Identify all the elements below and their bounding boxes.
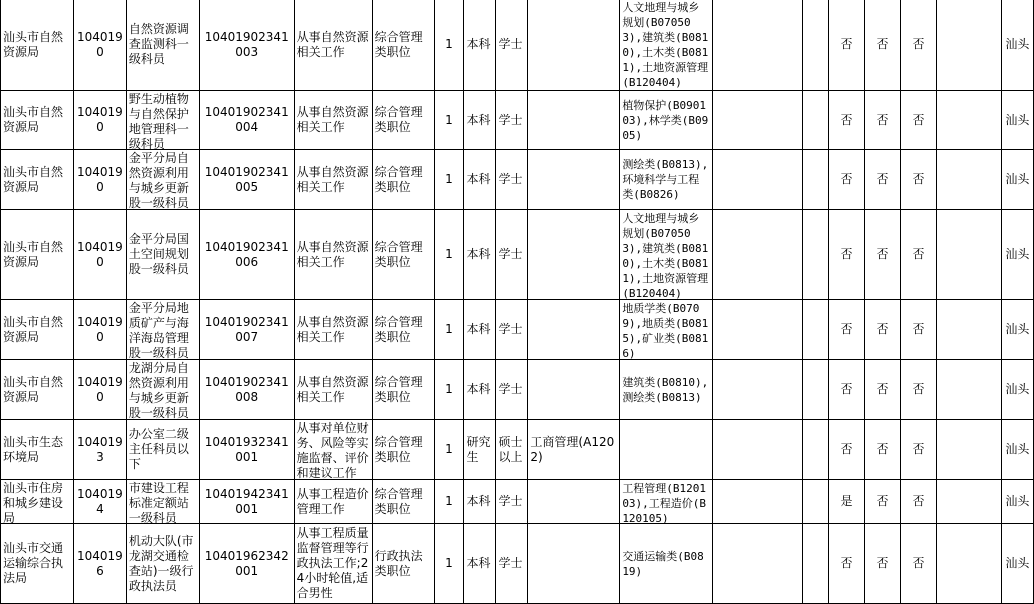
education-cell [464, 0, 496, 91]
location-text: 汕头 [1005, 37, 1030, 51]
extra-requirement-cell [803, 524, 829, 604]
position-category-cell [372, 480, 434, 524]
location-text: 汕头 [1005, 172, 1030, 186]
duties-cell [294, 480, 372, 524]
requirement-flag-cell [865, 210, 901, 300]
position-name-text: 自然资源调查监测科一级科员 [128, 22, 189, 66]
position-code-text: 10401902341006 [204, 239, 289, 269]
requirement-flag-cell [865, 150, 901, 210]
undergraduate-major-cell [620, 420, 713, 480]
graduate-major-cell [528, 210, 620, 300]
requirement-flag-cell [865, 480, 901, 524]
employer-code-cell [73, 300, 126, 360]
education-cell [464, 210, 496, 300]
position-name-cell [126, 210, 199, 300]
count-cell [434, 210, 464, 300]
requirement-flag-cell [829, 210, 865, 300]
duties-text: 从事对单位财务、风险等实施监督、评价和建议工作 [296, 420, 369, 479]
graduate-major-cell [528, 91, 620, 150]
education-cell [464, 524, 496, 604]
requirement-flag-text: 否 [876, 112, 889, 127]
remarks-cell [936, 210, 1001, 300]
extra-requirement-cell [713, 300, 803, 360]
degree-cell [496, 150, 528, 210]
requirement-flag-cell [829, 360, 865, 420]
employer-cell [1, 0, 74, 91]
location-cell [1001, 91, 1033, 150]
employer-cell [1, 480, 74, 524]
requirement-flag-text: 否 [912, 382, 925, 396]
duties-text: 从事自然资源相关工作 [296, 164, 369, 194]
degree-text: 学士 [498, 172, 523, 186]
position-code-cell [199, 150, 294, 210]
requirement-flag-text: 否 [876, 442, 889, 456]
requirement-flag-cell [901, 420, 937, 480]
remarks-cell [936, 524, 1001, 604]
education-text: 本科 [466, 172, 491, 186]
employer-code-cell [73, 210, 126, 300]
employer-text: 汕头市自然资源局 [3, 239, 64, 269]
requirement-flag-cell [901, 524, 937, 604]
requirement-flag-text: 否 [840, 556, 853, 570]
education-text: 本科 [466, 382, 491, 396]
location-cell [1001, 0, 1033, 91]
undergraduate-major-cell [620, 300, 713, 360]
education-cell [464, 150, 496, 210]
extra-requirement-cell [803, 91, 829, 150]
duties-cell [294, 300, 372, 360]
remarks-cell [936, 0, 1001, 91]
employer-cell [1, 210, 74, 300]
employer-code-cell [73, 524, 126, 604]
position-code-cell [199, 360, 294, 420]
requirement-flag-text: 否 [840, 37, 853, 51]
position-category-cell [372, 150, 434, 210]
employer-code-cell [73, 360, 126, 420]
position-name-text: 市建设工程标准定额站一级科员 [128, 480, 189, 523]
requirement-flag-text: 否 [912, 37, 925, 51]
location-cell [1001, 150, 1033, 210]
undergraduate-major-cell [620, 150, 713, 210]
duties-text: 从事自然资源相关工作 [296, 374, 369, 404]
employer-text: 汕头市自然资源局 [3, 314, 64, 344]
employer-code-cell [73, 420, 126, 480]
degree-text: 学士 [498, 494, 523, 508]
undergraduate-major-cell [620, 0, 713, 91]
position-category-cell [372, 91, 434, 150]
education-cell [464, 480, 496, 524]
requirement-flag-cell [865, 91, 901, 150]
remarks-cell [936, 480, 1001, 524]
position-code-cell [199, 524, 294, 604]
position-code-text: 10401962342001 [204, 548, 289, 578]
extra-requirement-cell [713, 360, 803, 420]
extra-requirement-cell [803, 360, 829, 420]
remarks-cell [936, 360, 1001, 420]
position-code-text: 10401902341004 [204, 105, 289, 134]
count-cell [434, 480, 464, 524]
requirement-flag-cell [865, 300, 901, 360]
extra-requirement-cell [713, 480, 803, 524]
extra-requirement-cell [803, 150, 829, 210]
employer-text: 汕头市生态环境局 [3, 434, 64, 464]
degree-text: 学士 [498, 112, 523, 127]
requirement-flag-text: 否 [912, 442, 925, 456]
requirement-flag-cell [829, 150, 865, 210]
graduate-major-cell [528, 524, 620, 604]
position-name-text: 金平分局自然资源利用与城乡更新股一级科员 [128, 150, 189, 209]
position-category-text: 综合管理类职位 [374, 374, 423, 404]
education-cell [464, 300, 496, 360]
duties-cell [294, 0, 372, 91]
table-row [1, 91, 1034, 150]
count-text: 1 [445, 494, 453, 508]
table-row [1, 0, 1034, 91]
position-name-text: 金平分局国土空间规划股一级科员 [128, 232, 189, 276]
education-text: 本科 [466, 37, 491, 51]
table-row [1, 300, 1034, 360]
location-text: 汕头 [1005, 556, 1030, 570]
position-category-text: 综合管理类职位 [374, 164, 423, 194]
location-text: 汕头 [1005, 494, 1030, 508]
position-category-cell [372, 0, 434, 91]
requirement-flag-text: 否 [912, 247, 925, 261]
remarks-cell [936, 300, 1001, 360]
table-row [1, 524, 1034, 604]
education-cell [464, 360, 496, 420]
degree-cell [496, 420, 528, 480]
graduate-major-cell [528, 480, 620, 524]
duties-cell [294, 210, 372, 300]
position-category-cell [372, 524, 434, 604]
position-category-text: 综合管理类职位 [374, 434, 423, 464]
position-name-cell [126, 150, 199, 210]
degree-text: 学士 [498, 247, 523, 261]
remarks-cell [936, 91, 1001, 150]
location-cell [1001, 480, 1033, 524]
employer-code-cell [73, 150, 126, 210]
undergraduate-major-text: 人文地理与城乡规划(B070503),建筑类(B0810),土木类(B0811),土地资源管理(B120404) [622, 211, 709, 299]
employer-code-cell [73, 0, 126, 91]
extra-requirement-cell [713, 91, 803, 150]
employer-code-text: 1040193 [76, 434, 123, 464]
extra-requirement-cell [803, 480, 829, 524]
requirement-flag-text: 否 [912, 172, 925, 186]
requirement-flag-cell [901, 360, 937, 420]
requirement-flag-text: 否 [912, 322, 925, 336]
employer-text: 汕头市自然资源局 [3, 374, 64, 404]
location-cell [1001, 524, 1033, 604]
duties-text: 从事自然资源相关工作 [296, 239, 369, 269]
employer-text: 汕头市住房和城乡建设局 [3, 480, 64, 523]
position-category-cell [372, 210, 434, 300]
requirement-flag-text: 否 [876, 494, 889, 508]
requirement-flag-cell [901, 480, 937, 524]
graduate-major-text: 工商管理(A1202) [530, 434, 615, 464]
employer-code-text: 1040190 [76, 164, 123, 194]
table-row [1, 150, 1034, 210]
degree-text: 硕士以上 [498, 434, 523, 464]
requirement-flag-cell [865, 420, 901, 480]
requirement-flag-cell [901, 300, 937, 360]
table-row [1, 360, 1034, 420]
duties-text: 从事自然资源相关工作 [296, 314, 369, 344]
graduate-major-cell [528, 0, 620, 91]
count-text: 1 [445, 556, 453, 570]
extra-requirement-cell [803, 210, 829, 300]
table-row [1, 210, 1034, 300]
requirement-flag-cell [865, 524, 901, 604]
employer-cell [1, 300, 74, 360]
duties-cell [294, 420, 372, 480]
extra-requirement-cell [803, 300, 829, 360]
education-text: 本科 [466, 112, 491, 127]
duties-cell [294, 524, 372, 604]
duties-text: 从事自然资源相关工作 [296, 105, 369, 134]
undergraduate-major-cell [620, 210, 713, 300]
position-name-cell [126, 360, 199, 420]
count-text: 1 [445, 247, 453, 261]
position-code-cell [199, 420, 294, 480]
position-name-text: 野生动植物与自然保护地管理科一级科员 [128, 91, 189, 149]
position-name-text: 金平分局地质矿产与海洋海岛管理股一级科员 [128, 300, 189, 359]
table-row [1, 480, 1034, 524]
education-text: 本科 [466, 556, 491, 570]
education-cell [464, 91, 496, 150]
position-category-text: 综合管理类职位 [374, 29, 423, 59]
extra-requirement-cell [713, 150, 803, 210]
employer-cell [1, 91, 74, 150]
position-name-cell [126, 91, 199, 150]
education-text: 本科 [466, 494, 491, 508]
position-category-text: 综合管理类职位 [374, 105, 423, 134]
employer-cell [1, 524, 74, 604]
table-row [1, 420, 1034, 480]
extra-requirement-cell [713, 210, 803, 300]
extra-requirement-cell [803, 0, 829, 91]
employer-code-text: 1040190 [76, 239, 123, 269]
position-category-text: 综合管理类职位 [374, 486, 423, 516]
position-name-cell [126, 0, 199, 91]
position-code-cell [199, 91, 294, 150]
requirement-flag-cell [865, 360, 901, 420]
extra-requirement-cell [713, 420, 803, 480]
position-code-cell [199, 210, 294, 300]
graduate-major-cell [528, 150, 620, 210]
requirement-flag-cell [829, 0, 865, 91]
duties-cell [294, 360, 372, 420]
position-category-cell [372, 300, 434, 360]
undergraduate-major-text: 建筑类(B0810),测绘类(B0813) [622, 375, 709, 404]
position-name-text: 龙湖分局自然资源利用与城乡更新股一级科员 [128, 360, 189, 419]
employer-code-cell [73, 480, 126, 524]
requirement-flag-cell [901, 150, 937, 210]
remarks-cell [936, 150, 1001, 210]
requirement-flag-text: 否 [840, 112, 853, 127]
remarks-cell [936, 420, 1001, 480]
duties-cell [294, 150, 372, 210]
count-text: 1 [445, 442, 453, 456]
position-name-cell [126, 420, 199, 480]
requirement-flag-text: 否 [840, 322, 853, 336]
position-category-cell [372, 420, 434, 480]
requirement-flag-cell [901, 210, 937, 300]
degree-cell [496, 210, 528, 300]
requirement-flag-cell [829, 524, 865, 604]
position-name-cell [126, 480, 199, 524]
count-cell [434, 300, 464, 360]
requirement-flag-text: 否 [876, 37, 889, 51]
employer-text: 汕头市自然资源局 [3, 29, 64, 59]
undergraduate-major-text: 植物保护(B090103),林学类(B0905) [622, 98, 709, 142]
employer-text: 汕头市自然资源局 [3, 105, 64, 134]
degree-text: 学士 [498, 382, 523, 396]
requirement-flag-cell [865, 0, 901, 91]
undergraduate-major-cell [620, 524, 713, 604]
count-text: 1 [445, 37, 453, 51]
employer-code-text: 1040190 [76, 105, 123, 134]
undergraduate-major-text: 测绘类(B0813),环境科学与工程类(B0826) [622, 158, 709, 201]
position-code-text: 10401932341001 [204, 434, 289, 464]
count-cell [434, 360, 464, 420]
degree-cell [496, 480, 528, 524]
undergraduate-major-text: 工程管理(B120103),工程造价(B120105) [622, 481, 707, 523]
count-cell [434, 150, 464, 210]
duties-text: 从事自然资源相关工作 [296, 29, 369, 59]
degree-cell [496, 91, 528, 150]
graduate-major-cell [528, 360, 620, 420]
education-text: 研究生 [466, 434, 491, 464]
position-code-cell [199, 0, 294, 91]
requirement-flag-text: 否 [876, 322, 889, 336]
employer-code-text: 1040196 [76, 548, 123, 578]
position-code-text: 10401902341005 [204, 164, 289, 194]
employer-cell [1, 420, 74, 480]
degree-text: 学士 [498, 556, 523, 570]
requirement-flag-text: 否 [840, 172, 853, 186]
degree-cell [496, 524, 528, 604]
employer-text: 汕头市自然资源局 [3, 164, 64, 194]
table-body [1, 0, 1034, 604]
undergraduate-major-cell [620, 91, 713, 150]
degree-cell [496, 360, 528, 420]
requirement-flag-text: 否 [876, 247, 889, 261]
graduate-major-cell [528, 420, 620, 480]
requirement-flag-text: 否 [876, 172, 889, 186]
count-text: 1 [445, 112, 453, 127]
count-cell [434, 524, 464, 604]
requirement-flag-text: 否 [912, 556, 925, 570]
degree-text: 学士 [498, 322, 523, 336]
position-name-cell [126, 300, 199, 360]
requirement-flag-text: 否 [876, 382, 889, 396]
employer-code-cell [73, 91, 126, 150]
undergraduate-major-text: 交通运输类(B0819) [622, 549, 704, 578]
graduate-major-cell [528, 300, 620, 360]
employer-cell [1, 150, 74, 210]
position-code-text: 10401942341001 [204, 486, 289, 516]
requirement-flag-text: 否 [840, 442, 853, 456]
duties-text: 从事工程质量监督管理等行政执法工作;24小时轮值,适合男性 [296, 526, 369, 600]
location-cell [1001, 420, 1033, 480]
undergraduate-major-text: 人文地理与城乡规划(B070503),建筑类(B0810),土木类(B0811),土地资源管理(B120404) [622, 0, 709, 89]
count-text: 1 [445, 172, 453, 186]
position-category-cell [372, 360, 434, 420]
education-text: 本科 [466, 322, 491, 336]
undergraduate-major-text: 地质学类(B0709),地质类(B0815),矿业类(B0816) [622, 301, 709, 359]
location-text: 汕头 [1005, 322, 1030, 336]
undergraduate-major-cell [620, 480, 713, 524]
education-text: 本科 [466, 247, 491, 261]
requirement-flag-text: 否 [876, 556, 889, 570]
count-text: 1 [445, 322, 453, 336]
location-text: 汕头 [1005, 247, 1030, 261]
count-text: 1 [445, 382, 453, 396]
degree-cell [496, 300, 528, 360]
education-cell [464, 420, 496, 480]
employer-code-text: 1040194 [76, 486, 123, 516]
requirement-flag-cell [829, 480, 865, 524]
requirement-flag-text: 否 [840, 247, 853, 261]
count-cell [434, 0, 464, 91]
position-category-text: 综合管理类职位 [374, 239, 423, 269]
requirement-flag-text: 否 [840, 382, 853, 396]
employer-code-text: 1040190 [76, 314, 123, 344]
position-name-text: 办公室二级主任科员以下 [128, 427, 189, 471]
location-text: 汕头 [1005, 112, 1030, 127]
employer-code-text: 1040190 [76, 29, 123, 59]
requirement-flag-text: 否 [912, 112, 925, 127]
position-code-cell [199, 480, 294, 524]
requirement-flag-cell [829, 91, 865, 150]
requirement-flag-cell [829, 300, 865, 360]
employer-text: 汕头市交通运输综合执法局 [3, 541, 64, 585]
count-cell [434, 91, 464, 150]
location-text: 汕头 [1005, 382, 1030, 396]
requirement-flag-cell [901, 0, 937, 91]
position-code-text: 10401902341008 [204, 374, 289, 404]
requirement-flag-cell [901, 91, 937, 150]
extra-requirement-cell [713, 524, 803, 604]
requirement-flag-text: 否 [912, 494, 925, 508]
position-code-text: 10401902341003 [204, 29, 289, 59]
location-cell [1001, 300, 1033, 360]
requirement-flag-cell [829, 420, 865, 480]
degree-text: 学士 [498, 37, 523, 51]
position-code-cell [199, 300, 294, 360]
location-cell [1001, 210, 1033, 300]
position-name-cell [126, 524, 199, 604]
position-category-text: 行政执法类职位 [374, 548, 423, 578]
extra-requirement-cell [803, 420, 829, 480]
position-code-text: 10401902341007 [204, 314, 289, 344]
employer-code-text: 1040190 [76, 374, 123, 404]
duties-text: 从事工程造价管理工作 [296, 486, 369, 516]
requirement-flag-text: 是 [840, 494, 853, 508]
undergraduate-major-cell [620, 360, 713, 420]
location-text: 汕头 [1005, 442, 1030, 456]
location-cell [1001, 360, 1033, 420]
count-cell [434, 420, 464, 480]
employer-cell [1, 360, 74, 420]
duties-cell [294, 91, 372, 150]
extra-requirement-cell [713, 0, 803, 91]
position-name-text: 机动大队(市龙湖交通检查站)一级行政执法员 [128, 533, 194, 593]
degree-cell [496, 0, 528, 91]
position-category-text: 综合管理类职位 [374, 314, 423, 344]
